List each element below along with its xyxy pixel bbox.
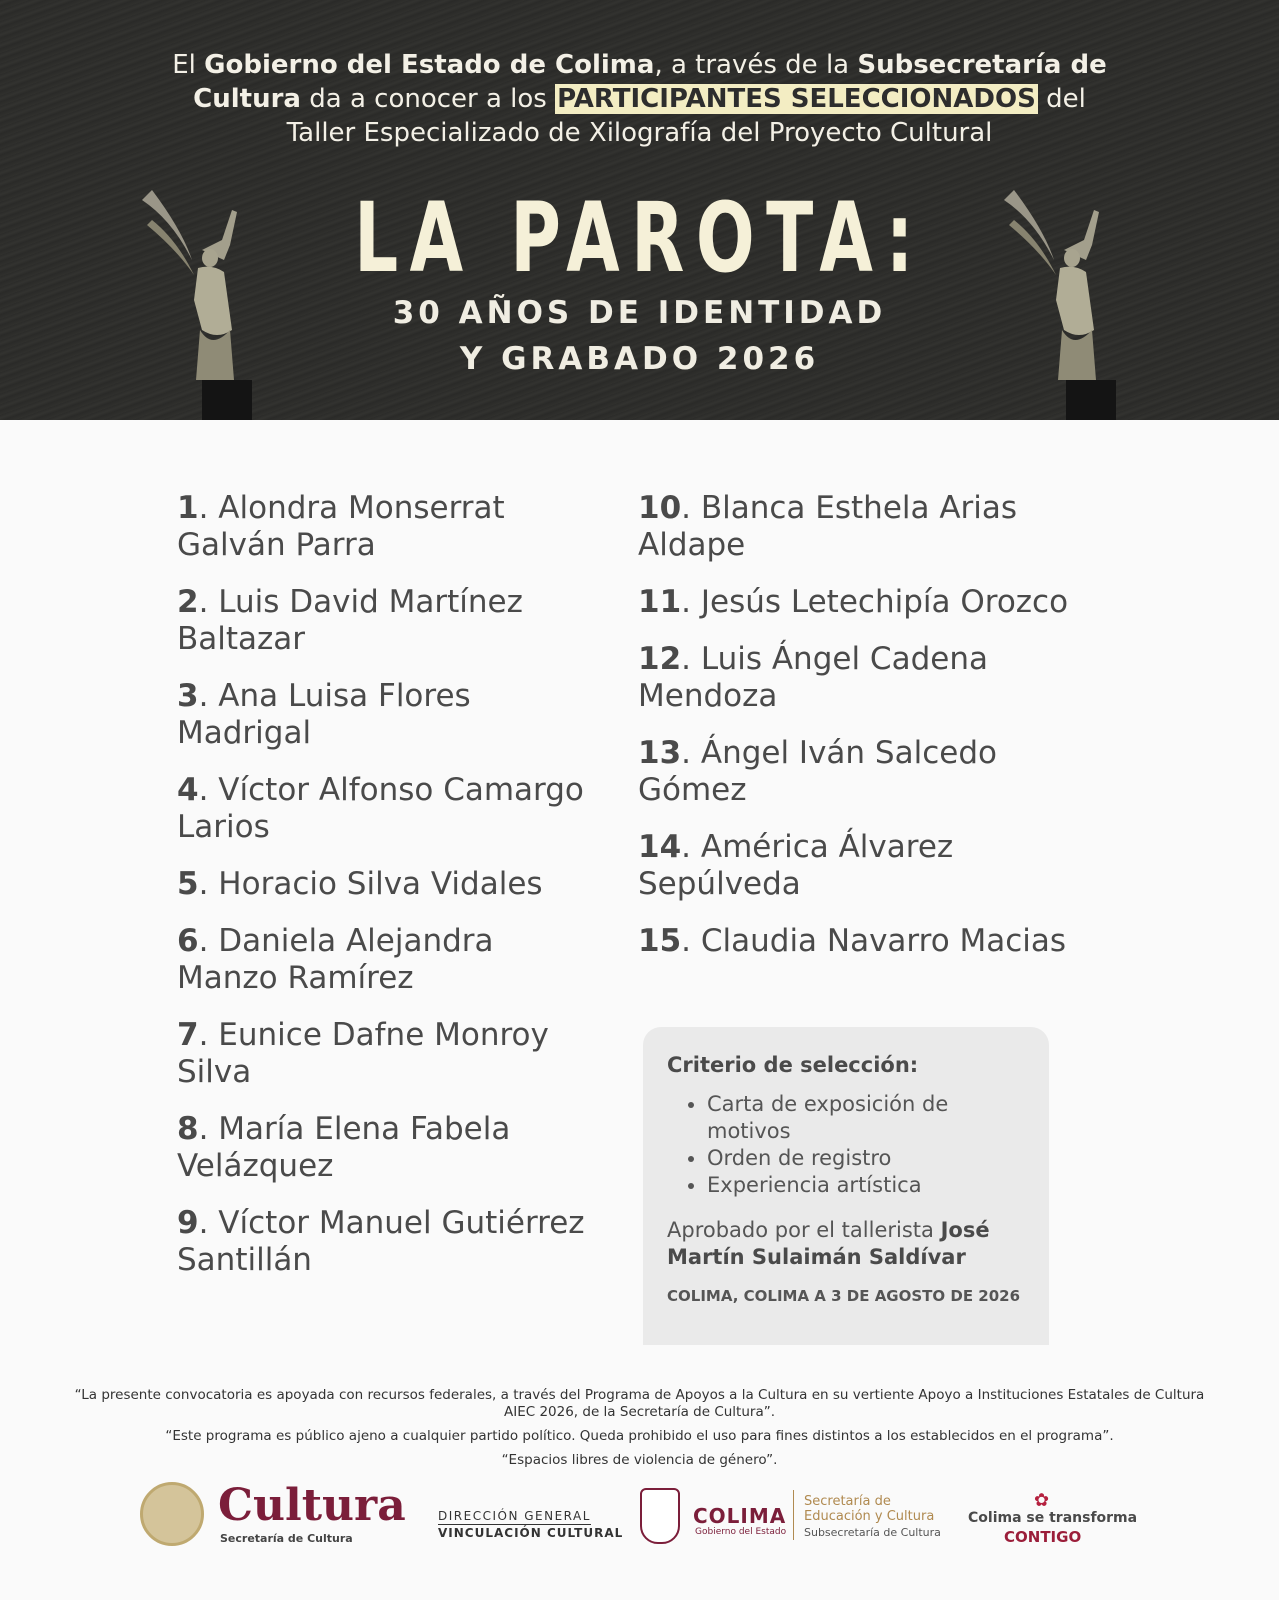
criteria-box [643, 1027, 1049, 1345]
participant-item: 8. María Elena Fabela Velázquez [177, 1111, 511, 1184]
participant-item: 13. Ángel Iván Salcedo Gómez [638, 735, 997, 808]
intro-text: El Gobierno del Estado de Colima, a través de la Subsecretaría de Cultura da a conocer a los PARTICIPANTES SELECCIONADOS del Taller Especializado de Xilografía del Proyecto Cultural [172, 50, 1107, 148]
participant-item: 7. Eunice Dafne Monroy Silva [177, 1017, 549, 1090]
participant-item: 14. América Álvarez Sepúlveda [638, 829, 954, 902]
cultura-logo: Cultura [218, 1480, 406, 1531]
page-title: LA PAROTA: [354, 182, 925, 294]
colima-crest-icon [640, 1488, 680, 1544]
contigo-logo: Colima se transforma [968, 1510, 1138, 1526]
participant-item: 6. Daniela Alejandra Manzo Ramírez [177, 923, 494, 996]
secretaria-logo: Secretaría de Educación y Cultura [804, 1494, 935, 1524]
participant-item: 15. Claudia Navarro Macias [638, 923, 1067, 959]
page-subtitle: 30 AÑOS DE IDENTIDAD Y GRABADO 2026 [392, 295, 887, 377]
criteria-item: • Experiencia artística [707, 1172, 1025, 1199]
participant-item: 9. Víctor Manuel Gutiérrez Santillán [177, 1205, 585, 1278]
participants-list-left [177, 490, 597, 1299]
participant-item: 4. Víctor Alfonso Camargo Larios [177, 772, 584, 845]
dg-vinculacion-logo: DIRECCIÓN GENERAL [438, 1509, 591, 1523]
participant-item: 2. Luis David Martínez Baltazar [177, 584, 523, 657]
participant-item: 12. Luis Ángel Cadena Mendoza [638, 641, 988, 714]
criteria-heading: Criterio de selección: [667, 1053, 919, 1077]
logo-bar: Cultura Secretaría de Cultura DIRECCIÓN GENERAL VINCULACIÓN CULTURAL COLIMA Gobierno del Estado Secretaría de Educación y Cultura Subsecretaría de Cultura ✿ Colima se transforma CONTIGO [0, 1480, 1279, 1570]
criteria-item: • Carta de exposición de motivos [707, 1091, 1025, 1145]
date-line: COLIMA, COLIMA A 3 DE AGOSTO DE 2026 [667, 1287, 1021, 1305]
criteria-item: • Orden de registro [707, 1145, 1025, 1172]
participant-item: 11. Jesús Letechipía Orozco [638, 584, 1069, 620]
mexico-seal-icon [140, 1482, 204, 1546]
participant-item: 10. Blanca Esthela Arias Aldape [638, 490, 1018, 563]
divider [793, 1490, 794, 1540]
footer-disclaimer: “La presente convocatoria es apoyada con recursos federales, a través del Programa de Apoyos a la Cultura en su vertiente Apoyo a Instituciones Estatales de Cultura AIEC 2026, de la Secretaría de Cultura”. “Este programa es público ajeno a cualquier partido político. Queda prohibido el uso para fines distintos a los establecidos en el programa”. “Espacios libres de violencia de género”. [74, 1387, 1205, 1468]
selected-highlight: PARTICIPANTES SELECCIONADOS [557, 84, 1036, 114]
participants-list-right [638, 490, 1108, 980]
colima-logo: COLIMA [693, 1504, 787, 1528]
participant-item: 3. Ana Luisa Flores Madrigal [177, 678, 471, 751]
criteria-list [667, 1091, 1025, 1199]
flower-icon: ✿ [1034, 1490, 1050, 1511]
approved-by: Aprobado por el tallerista José Martín Sulaimán Saldívar [667, 1218, 990, 1269]
participant-item: 1. Alondra Monserrat Galván Parra [177, 490, 505, 563]
participant-item: 5. Horacio Silva Vidales [177, 866, 543, 902]
header-banner [0, 0, 1279, 420]
